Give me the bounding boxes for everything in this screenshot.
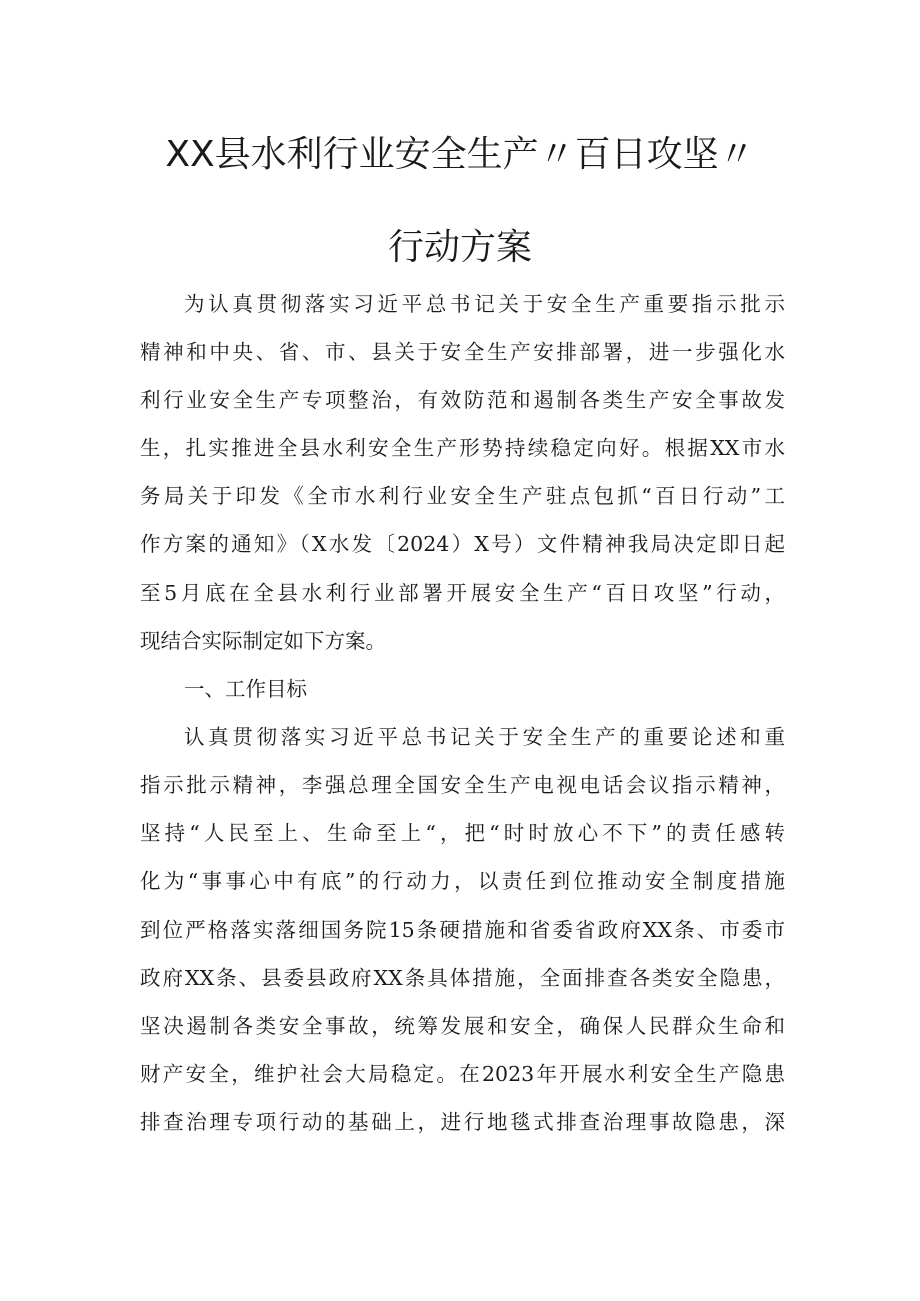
body-line: 至5月底在全县水利行业部署开展安全生产“百日攻坚”行动， (140, 581, 785, 605)
document-title-continued: 行动方案 (387, 227, 532, 268)
body-line: 务局关于印发《全市水利行业安全生产驻点包抓“百日行动”工 (140, 484, 785, 508)
body-line: 现结合实际制定如下方案。 (140, 629, 386, 653)
body-line: 指示批示精神，李强总理全国安全生产电视电话会议指示精神， (140, 773, 785, 797)
body-line: 到位严格落实落细国务院15条硬措施和省委省政府XX条、市委市 (140, 918, 785, 942)
body-line: 坚决遏制各类安全事故，统筹发展和安全，确保人民群众生命和 (140, 1014, 785, 1038)
body-line: 化为“事事心中有底”的行动力，以责任到位推动安全制度措施 (140, 869, 785, 893)
document-title: XX县水利行业安全生产〃百日攻坚〃 (165, 134, 755, 175)
body-line: 生，扎实推进全县水利安全生产形势持续稳定向好。根据XX市水 (140, 436, 785, 460)
body-line: 认真贯彻落实习近平总书记关于安全生产的重要论述和重 (184, 725, 785, 749)
body-line: 精神和中央、省、市、县关于安全生产安排部署，进一步强化水 (140, 340, 785, 364)
body-line: 为认真贯彻落实习近平总书记关于安全生产重要指示批示 (184, 292, 785, 316)
section-heading: 一、工作目标 (184, 677, 307, 701)
body-line: 作方案的通知》（X水发〔2024）X号）文件精神我局决定即日起 (140, 532, 785, 556)
body-line: 政府XX条、县委县政府XX条具体措施，全面排查各类安全隐患， (140, 966, 785, 990)
body-line: 坚持“人民至上、生命至上“，把“时时放心不下”的责任感转 (140, 821, 785, 845)
body-line: 利行业安全生产专项整治，有效防范和遏制各类生产安全事故发 (140, 388, 785, 412)
body-line: 财产安全，维护社会大局稳定。在2023年开展水利安全生产隐患 (140, 1062, 785, 1086)
body-line: 排查治理专项行动的基础上，进行地毯式排查治理事故隐患，深 (140, 1110, 785, 1134)
